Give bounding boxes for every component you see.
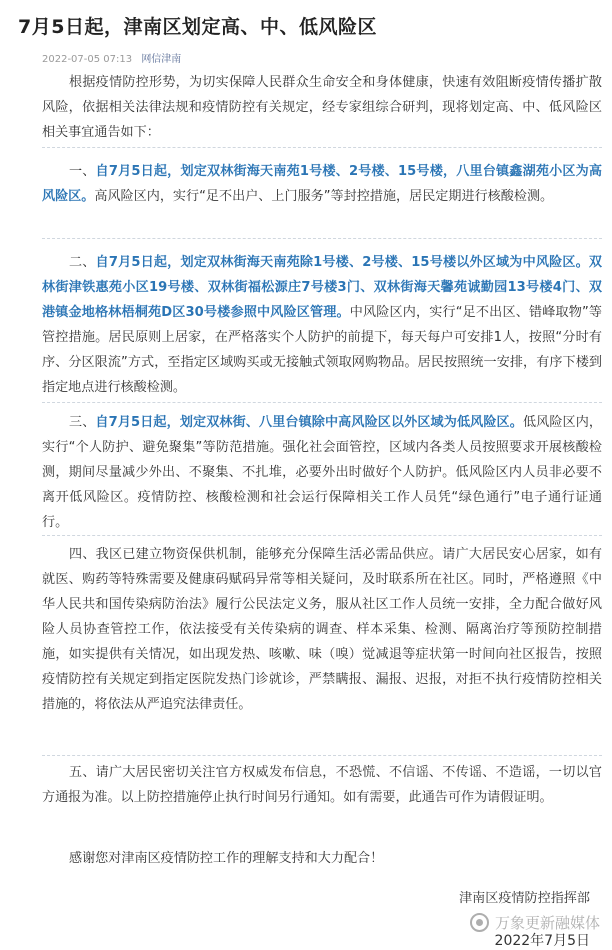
article-meta xyxy=(42,50,181,65)
section-1-prefix: 一、 xyxy=(69,164,96,179)
section-2-highlight: 自7月5日起，划定双林街海天南苑除1号楼、2号楼、15号楼以外区域为中风险区。双林街津铁惠苑小区19号楼、双林街福松源庄7号楼3门、双林街海天馨苑诚勤园13号楼4门、双港镇金地格林梧桐苑D区30号楼参照中风险区管理。 xyxy=(42,255,603,320)
watermark-logo-icon xyxy=(470,913,489,932)
section-3-paragraph xyxy=(42,410,602,535)
intro-paragraph: 根据疫情防控形势，为切实保障人民群众生命安全和身体健康，快速有效阻断疫情传播扩散风险，依据相关法律法规和疫情防控有关规定，经专家组综合研判，现将划定高、中、低风险区相关事宜通告如下： xyxy=(42,75,602,140)
section-divider xyxy=(42,402,602,403)
section-4-paragraph: 四、我区已建立物资保供机制，能够充分保障生活必需品供应。请广大居民安心居家，如有就医、购药等特殊需要及健康码赋码异常等相关疑问，及时联系所在社区。同时，严格遵照《中华人民共和国传染病防治法》履行公民法定义务，服从社区工作人员统一安排，全力配合做好风险人员协查管控工作，依法接受有关传染病的调查、样本采集、检测、隔离治疗等预防控制措施，如实提供有关情况，如出现发热、咳嗽、味（嗅）觉减退等症状第一时间向社区报告，按照疫情防控有关规定到指定医院发热门诊就诊，严禁瞒报、漏报、迟报，对拒不执行疫情防控相关措施的，将依法从严追究法律责任。 xyxy=(42,547,602,712)
section-1-paragraph xyxy=(42,159,602,209)
section-divider xyxy=(42,147,602,148)
section-3-prefix: 三、 xyxy=(69,415,96,430)
section-2-body: 中风险区内，实行“足不出区、错峰取物”等管控措施。居民原则上居家，在严格落实个人防护的前提下，每天每户可安排1人，按照“分时有序、分区限流”方式，至指定区域购买或无接触式领取网购物品。居民按照统一安排，有序下楼到指定地点进行核酸检测。 xyxy=(42,305,602,395)
section-divider xyxy=(42,755,602,756)
source-link[interactable]: 网信津南 xyxy=(141,54,182,65)
section-1-highlight: 自7月5日起，划定双林街海天南苑1号楼、2号楼、15号楼，八里台镇鑫湖苑小区为高风险区。 xyxy=(42,164,603,204)
section-3-highlight: 自7月5日起，划定双林街、八里台镇除中高风险区以外区域为低风险区。 xyxy=(95,415,523,430)
signature: 津南区疫情防控指挥部 xyxy=(459,891,590,906)
watermark-text: 万象更新融媒体 xyxy=(494,914,600,932)
section-divider xyxy=(42,238,602,239)
section-2-prefix: 二、 xyxy=(69,255,96,270)
section-divider xyxy=(42,535,602,536)
section-2-paragraph xyxy=(42,250,602,400)
issue-date: 2022年7月5日 xyxy=(494,933,590,949)
section-1-body: 高风险区内，实行“足不出户、上门服务”等封控措施，居民定期进行核酸检测。 xyxy=(94,189,554,204)
section-5-paragraph: 五、请广大居民密切关注官方权威发布信息，不恐慌、不信谣、不传谣、不造谣，一切以官方通报为准。以上防控措施停止执行时间另行通知。如有需要，此通告可作为请假证明。 xyxy=(42,765,602,805)
section-3-body: 低风险区内，实行“个人防护、避免聚集”等防范措施。强化社会面管控，区域内各类人员按照要求开展核酸检测，期间尽量减少外出、不聚集、不扎堆，必要外出时做好个人防护。低风险区内人员非必要不离开低风险区。疫情防控、核酸检测和社会运行保障相关工作人员凭“绿色通行”电子通行证通行。 xyxy=(42,415,603,530)
article-title: 7月5日起，津南区划定高、中、低风险区 xyxy=(18,16,377,38)
thanks-paragraph: 感谢您对津南区疫情防控工作的理解支持和大力配合！ xyxy=(69,851,384,866)
publish-datetime: 2022-07-05 07:13 xyxy=(42,54,133,65)
